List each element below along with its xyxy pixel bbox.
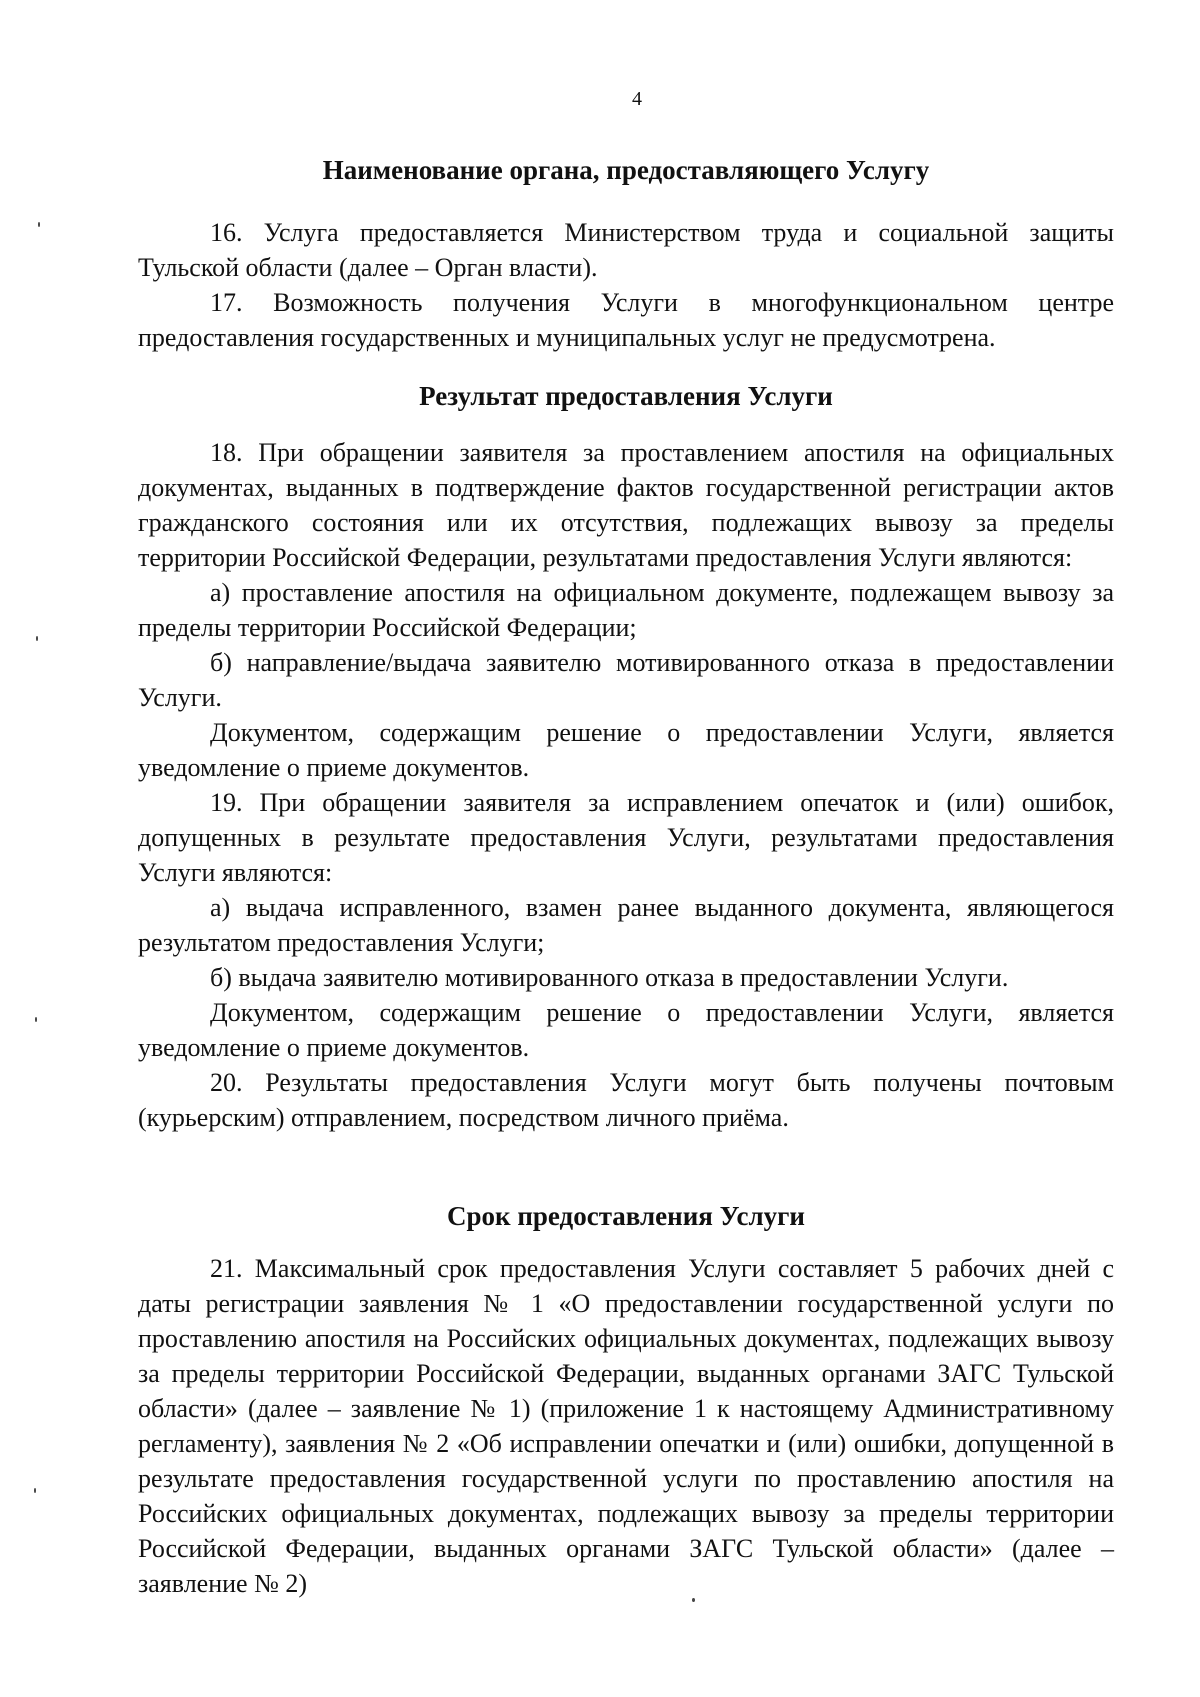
scan-speck [36,636,38,641]
paragraph-19b: б) выдача заявителю мотивированного отказа в предоставлении Услуги. [210,963,1009,992]
paragraph-18-document: Документом, содержащим решение о предоставлении Услуги, является уведомление о приеме документов. [138,718,1114,782]
paragraph-19: 19. При обращении заявителя за исправлением опечаток и (или) ошибок, допущенных в результате предоставления Услуги, результатами предоставления Услуги являются: [138,788,1114,887]
scan-speck [34,1488,36,1493]
section-heading-result: Результат предоставления Услуги [419,381,833,411]
section-heading-authority: Наименование органа, предоставляющего Услугу [322,155,930,185]
paragraph-20: 20. Результаты предоставления Услуги могут быть получены почтовым (курьерским) отправлением, посредством личного приёма. [138,1068,1114,1132]
page-number: 4 [632,88,642,110]
scan-speck [38,222,40,227]
paragraph-17: 17. Возможность получения Услуги в многофункциональном центре предоставления государственных и муниципальных услуг не предусмотрена. [138,288,1114,352]
paragraph-18: 18. При обращении заявителя за проставлением апостиля на официальных документах, выданных в подтверждение фактов государственной регистрации актов гражданского состояния или их отсутствия, подлежащих вывозу за пределы территории Российской Федерации, результатами предоставления Услуги являются: [138,438,1114,572]
scan-speck [692,1598,695,1602]
paragraph-19a: а) выдача исправленного, взамен ранее выданного документа, являющегося результатом предоставления Услуги; [138,893,1114,957]
paragraph-18a: а) проставление апостиля на официальном документе, подлежащем вывозу за пределы территории Российской Федерации; [138,578,1114,642]
paragraph-19-document: Документом, содержащим решение о предоставлении Услуги, является уведомление о приеме документов. [138,998,1114,1062]
paragraph-21: 21. Максимальный срок предоставления Услуги составляет 5 рабочих дней с даты регистрации заявления № 1 «О предоставлении государственной услуги по проставлению апостиля на Российских официальных документах, подлежащих вывозу за пределы территории Российской Федерации, выданных органами ЗАГС Тульской области» (далее – заявление № 1) (приложение 1 к настоящему Административному регламенту), заявления № 2 «Об исправлении опечатки и (или) ошибки, допущенной в результате предоставления государственной услуги по проставлению апостиля на Российских официальных документах, подлежащих вывозу за пределы территории Российской Федерации, выданных органами ЗАГС Тульской области» (далее – заявление № 2) [138,1254,1114,1598]
scan-speck [35,1017,37,1022]
section-heading-term: Срок предоставления Услуги [447,1201,805,1231]
paragraph-18b: б) направление/выдача заявителю мотивированного отказа в предоставлении Услуги. [138,648,1114,712]
paragraph-16: 16. Услуга предоставляется Министерством труда и социальной защиты Тульской области (далее – Орган власти). [138,218,1114,282]
